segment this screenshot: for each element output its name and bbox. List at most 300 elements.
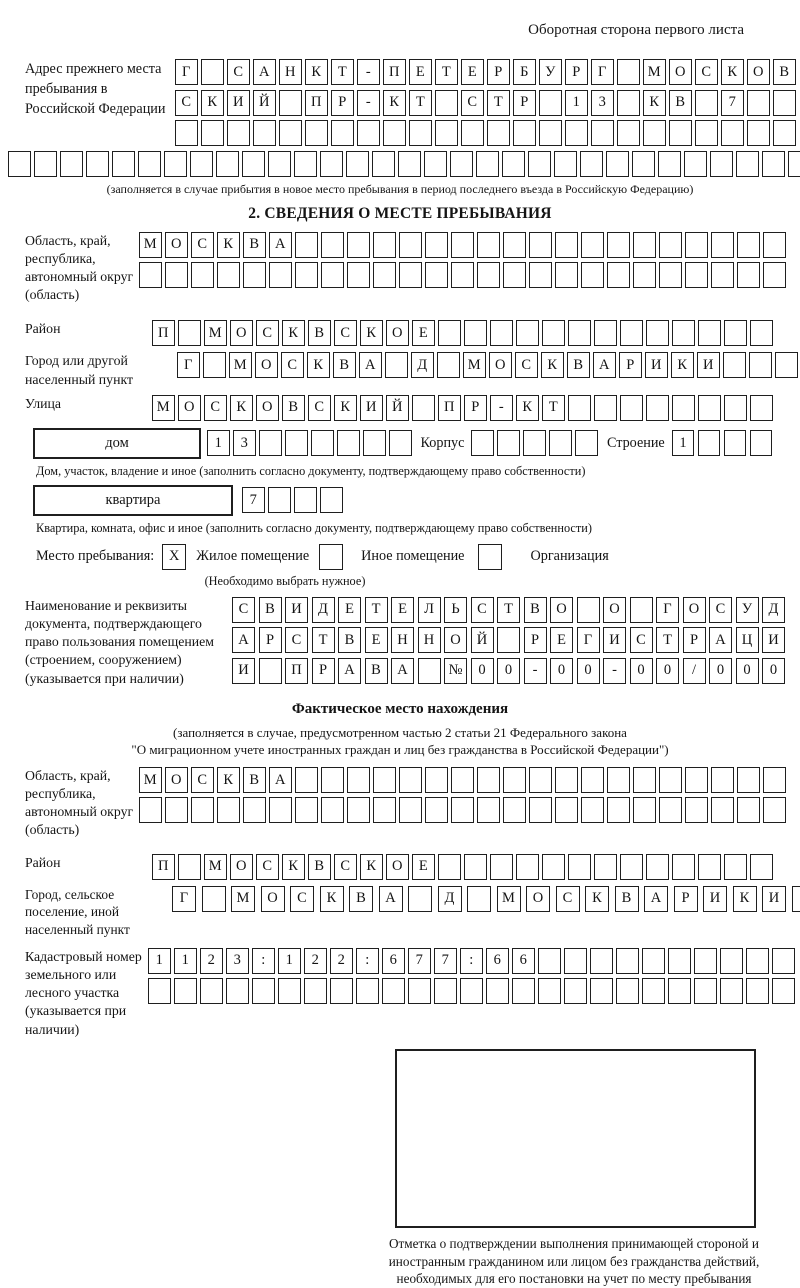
char-box[interactable] [590, 948, 613, 974]
char-box[interactable]: Т [497, 597, 520, 623]
char-box[interactable] [399, 232, 422, 258]
char-box[interactable] [148, 978, 171, 1004]
char-box[interactable]: А [269, 767, 292, 793]
char-box[interactable] [305, 120, 328, 146]
char-box[interactable] [632, 151, 655, 177]
char-box[interactable] [698, 430, 721, 456]
char-box[interactable]: С [695, 59, 718, 85]
char-box[interactable]: И [360, 395, 383, 421]
char-box[interactable]: С [232, 597, 255, 623]
char-box[interactable]: Р [619, 352, 642, 378]
char-box[interactable] [399, 767, 422, 793]
char-box[interactable]: 2 [304, 948, 327, 974]
char-box[interactable]: 2 [330, 948, 353, 974]
char-box[interactable]: Т [365, 597, 388, 623]
char-box[interactable] [399, 797, 422, 823]
char-box[interactable] [476, 151, 499, 177]
char-box[interactable]: А [709, 627, 732, 653]
char-box[interactable] [711, 797, 734, 823]
char-box[interactable]: Т [487, 90, 510, 116]
char-box[interactable]: - [357, 90, 380, 116]
char-box[interactable] [711, 262, 734, 288]
char-box[interactable] [451, 232, 474, 258]
char-box[interactable]: У [539, 59, 562, 85]
char-box[interactable]: У [736, 597, 759, 623]
char-box[interactable]: О [165, 767, 188, 793]
char-box[interactable]: 7 [408, 948, 431, 974]
char-box[interactable] [295, 797, 318, 823]
char-box[interactable] [503, 767, 526, 793]
char-box[interactable]: Р [674, 886, 698, 912]
char-box[interactable] [347, 767, 370, 793]
char-box[interactable] [398, 151, 421, 177]
char-box[interactable]: С [290, 886, 314, 912]
char-box[interactable] [226, 978, 249, 1004]
char-box[interactable] [502, 151, 525, 177]
char-box[interactable] [320, 487, 343, 513]
char-box[interactable] [724, 395, 747, 421]
char-box[interactable]: В [349, 886, 373, 912]
char-box[interactable] [763, 262, 786, 288]
char-box[interactable] [772, 978, 795, 1004]
char-box[interactable] [269, 262, 292, 288]
char-box[interactable]: 1 [207, 430, 230, 456]
char-box[interactable] [555, 767, 578, 793]
char-box[interactable] [529, 232, 552, 258]
char-box[interactable] [581, 262, 604, 288]
char-box[interactable] [721, 120, 744, 146]
char-box[interactable] [607, 232, 630, 258]
char-box[interactable] [659, 797, 682, 823]
char-box[interactable]: Г [175, 59, 198, 85]
char-box[interactable] [460, 978, 483, 1004]
char-box[interactable]: О [261, 886, 285, 912]
char-box[interactable] [528, 151, 551, 177]
char-box[interactable] [330, 978, 353, 1004]
char-box[interactable]: Т [409, 90, 432, 116]
char-box[interactable] [425, 797, 448, 823]
char-box[interactable]: 7 [434, 948, 457, 974]
char-box[interactable]: С [281, 352, 304, 378]
char-box[interactable] [711, 767, 734, 793]
char-box[interactable] [577, 597, 600, 623]
char-box[interactable] [746, 978, 769, 1004]
char-box[interactable] [451, 797, 474, 823]
char-box[interactable]: 0 [736, 658, 759, 684]
char-box[interactable]: И [703, 886, 727, 912]
char-box[interactable] [203, 352, 226, 378]
char-box[interactable] [512, 978, 535, 1004]
char-box[interactable]: С [471, 597, 494, 623]
char-box[interactable] [190, 151, 213, 177]
char-box[interactable] [217, 262, 240, 288]
char-box[interactable] [773, 90, 796, 116]
char-box[interactable] [568, 395, 591, 421]
char-box[interactable] [399, 262, 422, 288]
char-box[interactable]: К [360, 320, 383, 346]
char-box[interactable] [373, 797, 396, 823]
char-box[interactable] [252, 978, 275, 1004]
char-box[interactable]: О [526, 886, 550, 912]
char-box[interactable] [467, 886, 491, 912]
char-box[interactable] [356, 978, 379, 1004]
char-box[interactable] [720, 948, 743, 974]
char-box[interactable]: : [252, 948, 275, 974]
char-box[interactable] [747, 90, 770, 116]
char-box[interactable]: : [460, 948, 483, 974]
char-box[interactable]: В [524, 597, 547, 623]
char-box[interactable] [337, 430, 360, 456]
char-box[interactable] [749, 352, 772, 378]
char-box[interactable] [529, 262, 552, 288]
char-box[interactable] [320, 151, 343, 177]
char-box[interactable] [694, 948, 717, 974]
char-box[interactable]: К [320, 886, 344, 912]
char-box[interactable] [668, 948, 691, 974]
char-box[interactable] [565, 120, 588, 146]
char-box[interactable]: В [365, 658, 388, 684]
char-box[interactable] [772, 948, 795, 974]
char-box[interactable] [227, 120, 250, 146]
char-box[interactable] [497, 430, 520, 456]
char-box[interactable] [539, 120, 562, 146]
char-box[interactable]: - [524, 658, 547, 684]
char-box[interactable] [590, 978, 613, 1004]
char-box[interactable] [259, 430, 282, 456]
char-box[interactable]: В [243, 767, 266, 793]
char-box[interactable] [112, 151, 135, 177]
char-box[interactable]: Е [550, 627, 573, 653]
char-box[interactable]: К [307, 352, 330, 378]
char-box[interactable] [279, 90, 302, 116]
char-box[interactable] [435, 120, 458, 146]
char-box[interactable] [437, 352, 460, 378]
char-box[interactable] [581, 767, 604, 793]
char-box[interactable] [724, 430, 747, 456]
char-box[interactable]: С [175, 90, 198, 116]
char-box[interactable] [477, 797, 500, 823]
checkbox-inoe[interactable] [319, 544, 343, 570]
char-box[interactable] [568, 854, 591, 880]
char-box[interactable] [434, 978, 457, 1004]
char-box[interactable]: С [709, 597, 732, 623]
char-box[interactable]: Е [412, 854, 435, 880]
char-box[interactable] [347, 262, 370, 288]
char-box[interactable]: Е [365, 627, 388, 653]
char-box[interactable] [594, 320, 617, 346]
char-box[interactable]: Е [412, 320, 435, 346]
char-box[interactable] [746, 948, 769, 974]
char-box[interactable] [86, 151, 109, 177]
char-box[interactable]: А [391, 658, 414, 684]
char-box[interactable] [513, 120, 536, 146]
char-box[interactable] [607, 262, 630, 288]
char-box[interactable]: Т [542, 395, 565, 421]
char-box[interactable] [659, 767, 682, 793]
char-box[interactable]: Р [259, 627, 282, 653]
char-box[interactable] [425, 262, 448, 288]
char-box[interactable]: О [165, 232, 188, 258]
char-box[interactable]: Г [172, 886, 196, 912]
char-box[interactable] [617, 120, 640, 146]
char-box[interactable]: В [669, 90, 692, 116]
char-box[interactable]: С [334, 854, 357, 880]
char-box[interactable] [243, 797, 266, 823]
char-box[interactable] [581, 797, 604, 823]
char-box[interactable] [695, 120, 718, 146]
char-box[interactable] [461, 120, 484, 146]
char-box[interactable] [425, 232, 448, 258]
char-box[interactable]: Г [656, 597, 679, 623]
char-box[interactable]: И [603, 627, 626, 653]
char-box[interactable]: О [603, 597, 626, 623]
char-box[interactable] [630, 597, 653, 623]
char-box[interactable] [34, 151, 57, 177]
char-box[interactable]: 6 [382, 948, 405, 974]
char-box[interactable]: С [256, 320, 279, 346]
char-box[interactable] [607, 767, 630, 793]
char-box[interactable] [191, 262, 214, 288]
char-box[interactable]: Р [513, 90, 536, 116]
char-box[interactable] [269, 797, 292, 823]
char-box[interactable]: - [490, 395, 513, 421]
char-box[interactable]: К [230, 395, 253, 421]
char-box[interactable]: К [201, 90, 224, 116]
char-box[interactable] [620, 395, 643, 421]
char-box[interactable] [408, 978, 431, 1004]
char-box[interactable] [304, 978, 327, 1004]
char-box[interactable]: Е [338, 597, 361, 623]
char-box[interactable] [418, 658, 441, 684]
char-box[interactable]: Е [391, 597, 414, 623]
char-box[interactable] [694, 978, 717, 1004]
char-box[interactable]: Р [565, 59, 588, 85]
char-box[interactable]: А [338, 658, 361, 684]
char-box[interactable]: М [643, 59, 666, 85]
char-box[interactable] [321, 232, 344, 258]
char-box[interactable] [633, 797, 656, 823]
char-box[interactable] [773, 120, 796, 146]
char-box[interactable] [471, 430, 494, 456]
char-box[interactable]: О [386, 320, 409, 346]
char-box[interactable]: / [683, 658, 706, 684]
char-box[interactable] [321, 797, 344, 823]
char-box[interactable] [178, 854, 201, 880]
char-box[interactable] [425, 767, 448, 793]
char-box[interactable] [685, 797, 708, 823]
char-box[interactable] [412, 395, 435, 421]
char-box[interactable] [737, 797, 760, 823]
char-box[interactable] [503, 797, 526, 823]
char-box[interactable] [564, 978, 587, 1004]
char-box[interactable] [750, 854, 773, 880]
char-box[interactable]: Р [683, 627, 706, 653]
char-box[interactable]: К [334, 395, 357, 421]
char-box[interactable]: 0 [709, 658, 732, 684]
char-box[interactable] [383, 120, 406, 146]
char-box[interactable] [555, 262, 578, 288]
char-box[interactable] [695, 90, 718, 116]
char-box[interactable] [616, 948, 639, 974]
char-box[interactable] [591, 120, 614, 146]
char-box[interactable]: П [305, 90, 328, 116]
char-box[interactable]: 1 [278, 948, 301, 974]
char-box[interactable] [750, 395, 773, 421]
char-box[interactable] [724, 320, 747, 346]
char-box[interactable] [191, 797, 214, 823]
char-box[interactable] [668, 978, 691, 1004]
char-box[interactable] [737, 232, 760, 258]
char-box[interactable] [685, 262, 708, 288]
char-box[interactable] [516, 320, 539, 346]
char-box[interactable] [357, 120, 380, 146]
char-box[interactable] [311, 430, 334, 456]
char-box[interactable]: А [593, 352, 616, 378]
char-box[interactable]: 0 [550, 658, 573, 684]
char-box[interactable] [581, 232, 604, 258]
char-box[interactable] [554, 151, 577, 177]
char-box[interactable] [477, 232, 500, 258]
char-box[interactable] [659, 262, 682, 288]
char-box[interactable] [294, 487, 317, 513]
char-box[interactable] [268, 487, 291, 513]
char-box[interactable] [659, 232, 682, 258]
char-box[interactable]: - [603, 658, 626, 684]
char-box[interactable] [575, 430, 598, 456]
char-box[interactable]: В [338, 627, 361, 653]
char-box[interactable] [685, 232, 708, 258]
char-box[interactable]: С [556, 886, 580, 912]
char-box[interactable]: Н [418, 627, 441, 653]
house-type-box[interactable]: дом [33, 428, 201, 459]
char-box[interactable] [523, 430, 546, 456]
char-box[interactable] [259, 658, 282, 684]
char-box[interactable] [642, 948, 665, 974]
checkbox-org[interactable] [478, 544, 502, 570]
char-box[interactable]: И [762, 886, 786, 912]
char-box[interactable]: П [152, 320, 175, 346]
char-box[interactable] [373, 767, 396, 793]
char-box[interactable]: К [541, 352, 564, 378]
char-box[interactable] [763, 232, 786, 258]
char-box[interactable]: М [231, 886, 255, 912]
char-box[interactable]: № [444, 658, 467, 684]
char-box[interactable] [464, 854, 487, 880]
char-box[interactable]: В [333, 352, 356, 378]
char-box[interactable] [477, 262, 500, 288]
char-box[interactable] [643, 120, 666, 146]
char-box[interactable] [200, 978, 223, 1004]
char-box[interactable] [438, 320, 461, 346]
char-box[interactable]: А [379, 886, 403, 912]
char-box[interactable] [139, 262, 162, 288]
char-box[interactable] [555, 797, 578, 823]
char-box[interactable] [373, 232, 396, 258]
char-box[interactable] [620, 854, 643, 880]
char-box[interactable] [178, 320, 201, 346]
char-box[interactable]: 3 [233, 430, 256, 456]
char-box[interactable] [724, 854, 747, 880]
char-box[interactable] [486, 978, 509, 1004]
char-box[interactable] [711, 232, 734, 258]
char-box[interactable] [201, 59, 224, 85]
char-box[interactable] [737, 262, 760, 288]
char-box[interactable]: 6 [486, 948, 509, 974]
char-box[interactable]: О [256, 395, 279, 421]
char-box[interactable]: С [308, 395, 331, 421]
char-box[interactable] [617, 59, 640, 85]
char-box[interactable]: В [567, 352, 590, 378]
char-box[interactable]: К [516, 395, 539, 421]
char-box[interactable]: С [204, 395, 227, 421]
char-box[interactable] [633, 262, 656, 288]
char-box[interactable]: М [152, 395, 175, 421]
char-box[interactable] [750, 320, 773, 346]
char-box[interactable]: А [253, 59, 276, 85]
char-box[interactable] [642, 978, 665, 1004]
char-box[interactable] [620, 320, 643, 346]
char-box[interactable] [373, 262, 396, 288]
char-box[interactable]: В [259, 597, 282, 623]
char-box[interactable] [538, 948, 561, 974]
char-box[interactable] [435, 90, 458, 116]
char-box[interactable]: Д [312, 597, 335, 623]
char-box[interactable]: А [269, 232, 292, 258]
char-box[interactable]: К [721, 59, 744, 85]
char-box[interactable] [555, 232, 578, 258]
char-box[interactable]: О [386, 854, 409, 880]
char-box[interactable]: Д [411, 352, 434, 378]
char-box[interactable]: К [282, 854, 305, 880]
char-box[interactable] [216, 151, 239, 177]
char-box[interactable]: И [232, 658, 255, 684]
char-box[interactable] [451, 767, 474, 793]
char-box[interactable] [321, 767, 344, 793]
char-box[interactable]: Р [331, 90, 354, 116]
char-box[interactable]: Й [471, 627, 494, 653]
char-box[interactable] [253, 120, 276, 146]
char-box[interactable] [409, 120, 432, 146]
char-box[interactable] [503, 232, 526, 258]
char-box[interactable]: 6 [512, 948, 535, 974]
char-box[interactable] [763, 797, 786, 823]
char-box[interactable] [8, 151, 31, 177]
char-box[interactable]: П [152, 854, 175, 880]
char-box[interactable] [201, 120, 224, 146]
char-box[interactable] [438, 854, 461, 880]
char-box[interactable] [497, 627, 520, 653]
char-box[interactable] [646, 854, 669, 880]
char-box[interactable]: Г [577, 627, 600, 653]
char-box[interactable]: П [438, 395, 461, 421]
char-box[interactable]: 1 [565, 90, 588, 116]
char-box[interactable] [60, 151, 83, 177]
char-box[interactable] [633, 767, 656, 793]
char-box[interactable] [294, 151, 317, 177]
char-box[interactable] [568, 320, 591, 346]
char-box[interactable]: О [683, 597, 706, 623]
char-box[interactable] [408, 886, 432, 912]
char-box[interactable]: О [255, 352, 278, 378]
char-box[interactable]: 1 [672, 430, 695, 456]
char-box[interactable]: 0 [471, 658, 494, 684]
char-box[interactable] [451, 262, 474, 288]
char-box[interactable] [529, 767, 552, 793]
char-box[interactable]: К [217, 767, 240, 793]
char-box[interactable]: 3 [226, 948, 249, 974]
char-box[interactable]: М [139, 232, 162, 258]
char-box[interactable] [464, 320, 487, 346]
